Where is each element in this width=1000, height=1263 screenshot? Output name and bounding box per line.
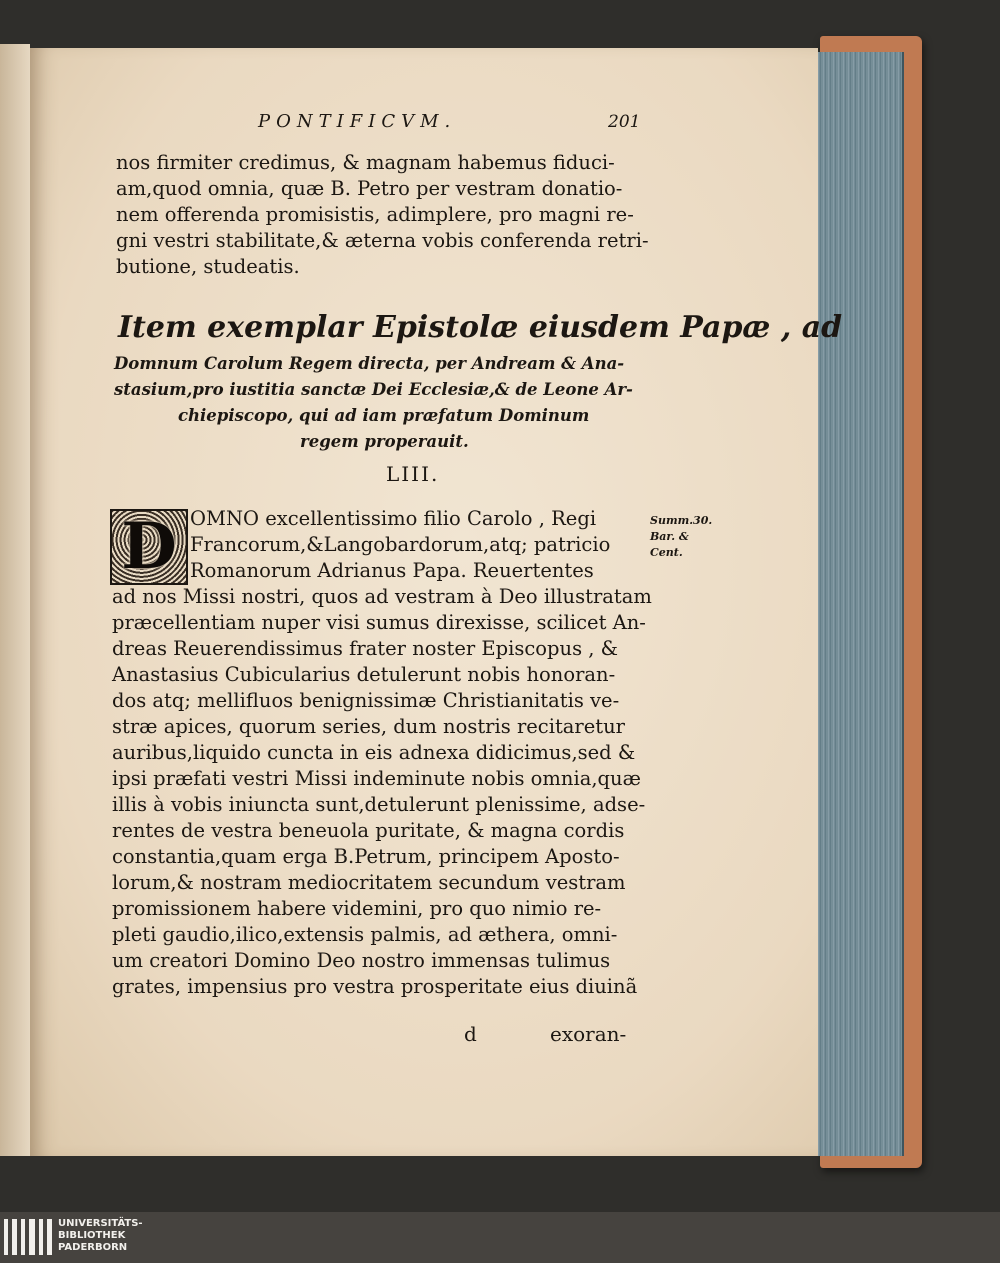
text-line: ad nos Missi nostri, quos ad vestram à Deo illustratam — [112, 585, 652, 608]
book-page — [30, 48, 843, 1156]
text-line: dreas Reuerendissimus frater noster Episcopus , & — [112, 637, 619, 660]
library-footer — [0, 1212, 1000, 1263]
text-line: um creatori Domino Deo nostro immensas tulimus — [112, 949, 611, 972]
margin-note: Summ.30. — [650, 514, 713, 527]
running-title: PONTIFICVM. — [258, 111, 457, 132]
margin-note: Cent. — [650, 546, 683, 559]
page-edges — [812, 52, 904, 1156]
text-line: stræ apices, quorum series, dum nostris recitaretur — [112, 715, 625, 738]
text-line: butione, studeatis. — [116, 255, 300, 278]
logo-line: BIBLIOTHEK — [58, 1230, 126, 1241]
library-logo-icon — [4, 1219, 52, 1255]
text-line: nos firmiter credimus, & magnam habemus fiduci- — [116, 151, 615, 174]
text-line: auribus,liquido cuncta in eis adnexa didicimus,sed & — [112, 741, 636, 764]
text-line: dos atq; mellifluos benignissimæ Christianitatis ve- — [112, 689, 620, 712]
heading-subline: chiepiscopo, qui ad iam præfatum Dominum — [178, 406, 590, 425]
page-number: 201 — [608, 112, 641, 132]
left-page-edge — [0, 44, 30, 1156]
library-logo-text — [58, 1218, 143, 1254]
text-line: nem offerenda promisistis, adimplere, pro magni re- — [116, 203, 634, 226]
catchword: exoran- — [550, 1022, 627, 1046]
text-line: promissionem habere videmini, pro quo nimio re- — [112, 897, 602, 920]
heading-subline: regem properauit. — [300, 432, 469, 451]
text-line: lorum,& nostram mediocritatem secundum vestram — [112, 871, 626, 894]
text-line: ipsi præfati vestri Missi indeminute nobis omnia,quæ — [112, 767, 641, 790]
logo-line: PADERBORN — [58, 1242, 128, 1253]
text-line: rentes de vestra beneuola puritate, & magna cordis — [112, 819, 625, 842]
logo-line: UNIVERSITÄTS- — [58, 1218, 143, 1229]
chapter-number: LIII. — [386, 462, 440, 486]
text-line: præcellentiam nuper visi sumus direxisse, scilicet An- — [112, 611, 646, 634]
text-line: pleti gaudio,ilico,extensis palmis, ad æthera, omni- — [112, 923, 618, 946]
signature-mark: d — [464, 1022, 477, 1046]
section-heading: Item exemplar Epistolæ eiusdem Papæ , ad — [118, 310, 843, 345]
drop-cap-letter: D — [121, 509, 177, 584]
text-line: Romanorum Adrianus Papa. Reuertentes — [190, 559, 594, 582]
heading-subline: stasium,pro iustitia sanctæ Dei Ecclesiæ,& de Leone Ar- — [114, 380, 633, 399]
text-line: OMNO excellentissimo filio Carolo , Regi — [190, 507, 597, 530]
text-line: illis à vobis iniuncta sunt,detulerunt plenissime, adse- — [112, 793, 646, 816]
text-line: grates, impensius pro vestra prosperitate eius diuinã — [112, 975, 638, 998]
decorated-initial — [110, 509, 188, 585]
text-line: am,quod omnia, quæ B. Petro per vestram donatio- — [116, 177, 623, 200]
heading-subline: Domnum Carolum Regem directa, per Andream & Ana- — [114, 354, 625, 373]
text-line: constantia,quam erga B.Petrum, principem Aposto- — [112, 845, 620, 868]
text-line: gni vestri stabilitate,& æterna vobis conferenda retri- — [116, 229, 649, 252]
text-line: Francorum,&Langobardorum,atq; patricio — [190, 533, 611, 556]
text-line: Anastasius Cubicularius detulerunt nobis honoran- — [112, 663, 616, 686]
margin-note: Bar. & — [650, 530, 689, 543]
